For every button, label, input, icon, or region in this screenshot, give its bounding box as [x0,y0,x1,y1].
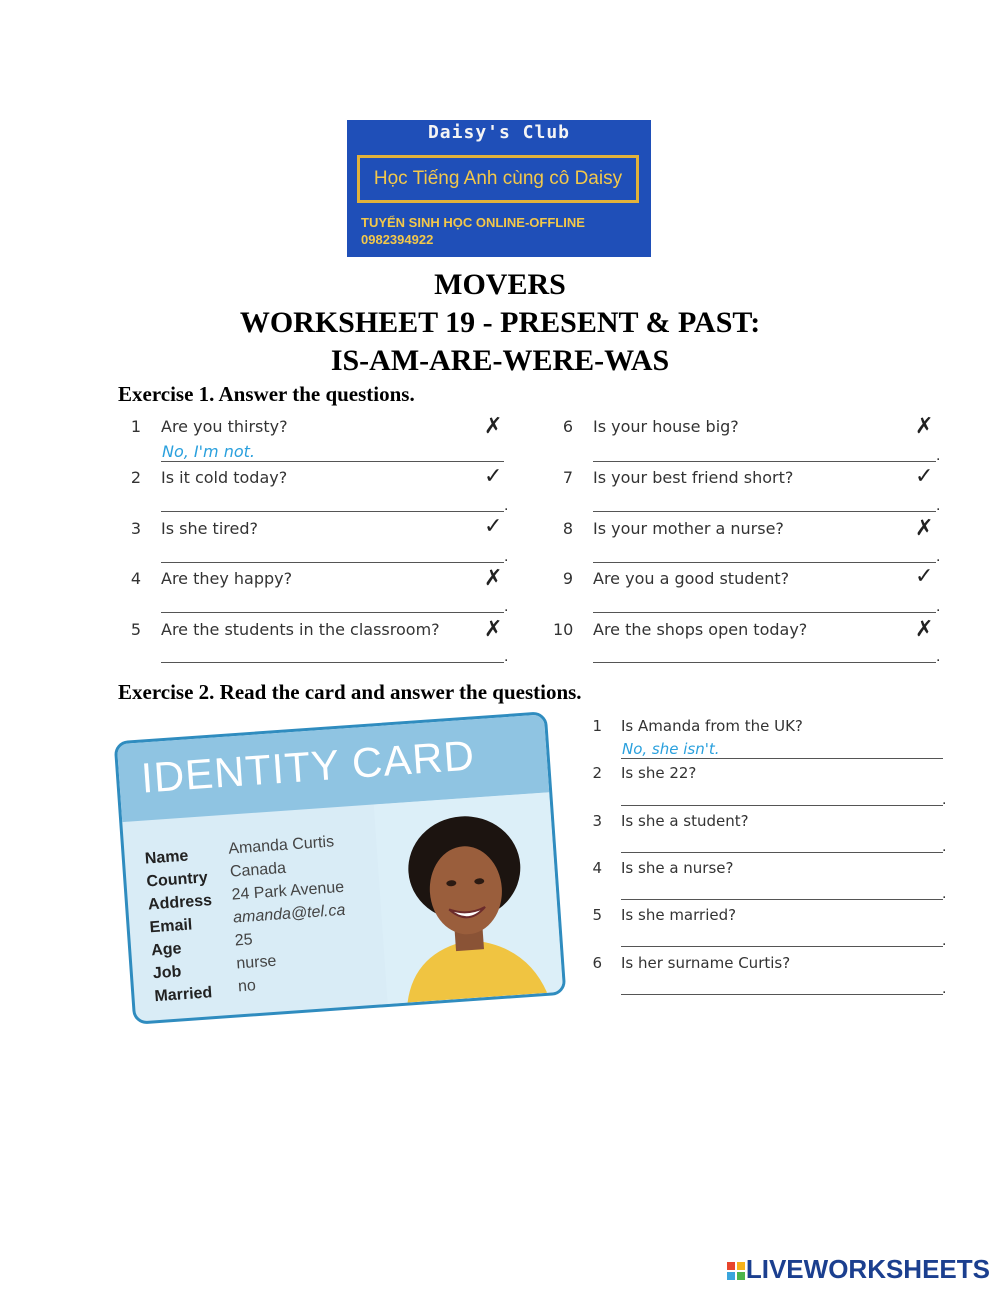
banner-slogan: Học Tiếng Anh cùng cô Daisy [373,168,623,189]
logo-text: LIVEWORKSHEETS [745,1254,990,1284]
item-question: Is it cold today? [161,468,288,487]
item-question: Is Amanda from the UK? [621,717,803,735]
card-value: Amanda Curtis [227,833,335,858]
page-title-level: MOVERS [434,268,566,301]
card-label: Email [149,916,193,937]
answer-line[interactable] [621,852,943,853]
cross-icon: ✗ [915,516,934,541]
item-number: 2 [130,468,141,487]
card-label: Married [153,984,213,1006]
answer-line[interactable] [161,511,504,512]
card-label: Job [152,963,182,983]
answer-line[interactable] [621,994,943,995]
item-question: Is she married? [621,906,737,924]
item-number: 4 [592,859,602,877]
answer-line[interactable] [593,662,936,663]
check-icon: ✓ [484,464,503,489]
page-title-worksheet: WORKSHEET 19 - PRESENT & PAST: [239,306,761,339]
cross-icon: ✗ [915,414,934,439]
card-label: Name [144,847,189,868]
answer-line[interactable] [161,662,504,663]
answer-line[interactable] [593,511,936,512]
answer-line[interactable] [621,805,943,806]
exercise2-heading: Exercise 2. Read the card and answer the questions. [118,680,582,704]
liveworksheets-logo[interactable] [726,1254,990,1285]
item-number: 2 [592,764,602,782]
item-number: 3 [130,519,141,538]
item-number: 3 [592,812,602,830]
item-number: 5 [130,620,141,639]
card-label: Address [147,892,213,914]
item-question: Are they happy? [161,569,293,588]
answer-line[interactable] [161,612,504,613]
check-icon: ✓ [484,514,503,539]
banner-enrollment: TUYỂN SINH HỌC ONLINE-OFFLINE [361,215,585,230]
card-title: IDENTITY CARD [139,731,477,802]
item-question: Is she a student? [621,812,749,830]
example-answer: No, I'm not. [162,442,256,461]
item-number: 5 [592,906,602,924]
cross-icon: ✗ [484,617,503,642]
item-question: Are you thirsty? [161,417,288,436]
exercise1-heading: Exercise 1. Answer the questions. [118,382,415,406]
card-value: Canada [229,859,287,881]
cross-icon: ✗ [484,414,503,439]
card-label: Age [150,940,183,960]
page-title-topic: IS-AM-ARE-WERE-WAS [330,344,670,377]
answer-line[interactable] [621,899,943,900]
item-question: Is she a nurse? [621,859,734,877]
banner-slogan-box [357,155,639,203]
answer-line[interactable] [161,562,504,563]
answer-line[interactable] [593,461,936,462]
cross-icon: ✗ [484,566,503,591]
identity-card [114,711,567,1025]
example-answer: No, she isn't. [622,740,720,758]
portrait-photo [374,792,564,1004]
item-number: 7 [562,468,573,487]
item-question: Is she 22? [621,764,697,782]
answer-line[interactable] [621,758,943,759]
check-icon: ✓ [915,564,934,589]
item-question: Are you a good student? [593,569,790,588]
item-question: Are the students in the classroom? [161,620,440,639]
item-question: Is your house big? [593,417,739,436]
card-value: 24 Park Avenue [231,878,345,904]
answer-line[interactable] [593,562,936,563]
item-number: 6 [592,954,602,972]
logo-squares-icon [726,1261,746,1281]
cross-icon: ✗ [915,617,934,642]
answer-line[interactable] [161,461,504,462]
card-value: no [237,977,257,996]
club-banner [347,120,651,257]
item-number: 4 [130,569,141,588]
item-question: Is she tired? [161,519,258,538]
card-value: 25 [234,931,254,950]
item-question: Is her surname Curtis? [621,954,791,972]
banner-club-name: Daisy's Club [427,122,571,143]
item-number: 1 [130,417,141,436]
card-value: nurse [235,952,277,973]
item-question: Is your mother a nurse? [593,519,784,538]
card-value: amanda@tel.ca [232,901,346,927]
answer-line[interactable] [593,612,936,613]
item-number: 6 [562,417,573,436]
banner-phone: 0982394922 [361,232,434,247]
item-number: 9 [562,569,573,588]
item-number: 8 [562,519,573,538]
check-icon: ✓ [915,464,934,489]
answer-line[interactable] [621,946,943,947]
item-number: 10 [553,620,574,639]
card-label: Country [145,869,209,891]
item-question: Is your best friend short? [593,468,794,487]
item-question: Are the shops open today? [593,620,808,639]
item-number: 1 [592,717,602,735]
